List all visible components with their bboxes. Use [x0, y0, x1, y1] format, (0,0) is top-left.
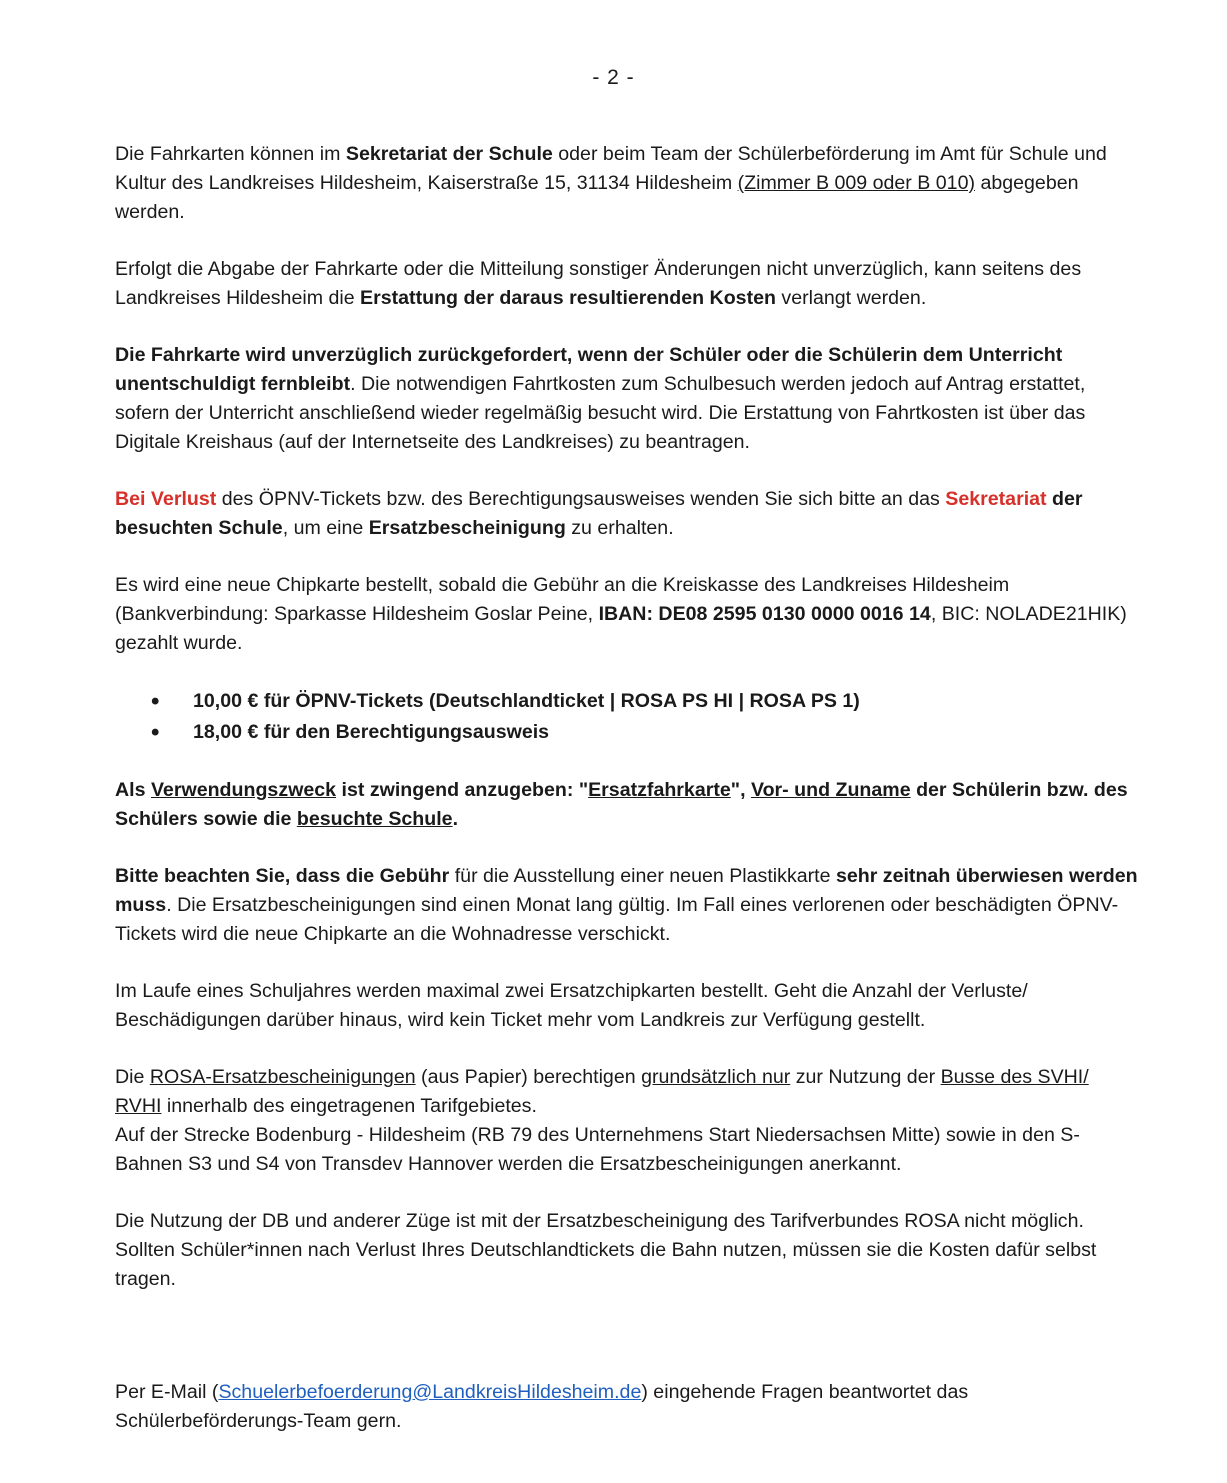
iban: IBAN: DE08 2595 0130 0000 0016 14 — [598, 603, 931, 625]
paragraph-db-usage: Die Nutzung der DB und anderer Züge ist mit der Ersatzbescheinigung des Tarifverbundes ROSA nicht möglich. Sollten Schüler*innen nach Verlust Ihres Deutschlandtickets die Bahn nutzen, müssen sie die Kosten dafür selbst tragen. — [115, 1210, 1097, 1290]
paragraph-new-chipcard: Es wird eine neue Chipkarte bestellt, sobald die Gebühr an die Kreiskasse des Landkreises Hildesheim (Bankverbindung: Sparkasse Hildesheim Goslar Peine, IBAN: DE08 2595 0130 0000 0016 14, BIC: NOLADE21HIK) gezahlt wurde. — [115, 574, 1127, 654]
document-body — [115, 140, 1140, 1464]
paragraph-absence: Die Fahrkarte wird unverzüglich zurückgefordert, wenn der Schüler oder die Schülerin dem Unterricht unentschuldigt fernbleibt. Die notwendigen Fahrtkosten zum Schulbesuch werden jedoch auf Antrag erstattet, sofern der Unterricht anschließend wieder regelmäßig besucht wird. Die Erstattung von Fahrtkosten ist über das Digitale Kreishaus (auf der Internetseite des Landkreises) zu beantragen. — [115, 344, 1086, 453]
paragraph-max-replacements: Im Laufe eines Schuljahres werden maximal zwei Ersatzchipkarten bestellt. Geht die Anzahl der Verluste/ Beschädigungen darüber hinaus, wird kein Ticket mehr vom Landkreis zur Verfügung gestellt. — [115, 980, 1028, 1031]
paragraph-ticket-return: Die Fahrkarten können im Sekretariat der Schule oder beim Team der Schülerbeförderung im Amt für Schule und Kultur des Landkreises Hildesheim, Kaiserstraße 15, 31134 Hildesheim (Zimmer B 009 oder B 010) abgegeben werden. — [115, 143, 1107, 223]
loss-highlight: Bei Verlust — [115, 488, 217, 510]
page-number: - 2 - — [592, 66, 635, 89]
office-emphasis: Sekretariat der Schule — [345, 143, 553, 165]
paragraph-rosa-validity: Die ROSA-Ersatzbescheinigungen (aus Papier) berechtigen grundsätzlich nur zur Nutzung der Busse des SVHI/ RVHI innerhalb des eingetragenen Tarifgebietes. — [115, 1066, 1089, 1117]
fee-item: • 10,00 € für ÖPNV-Tickets (Deutschlandticket | ROSA PS HI | ROSA PS 1) — [115, 686, 1140, 717]
spacer — [115, 1322, 1140, 1378]
paragraph-loss: Bei Verlust des ÖPNV-Tickets bzw. des Berechtigungsausweises wenden Sie sich bitte an das Sekretariat der besuchten Schule, um eine Ersatzbescheinigung zu erhalten. — [115, 488, 1083, 539]
fee-list — [115, 686, 1140, 748]
paragraph-delay-costs: Erfolgt die Abgabe der Fahrkarte oder die Mitteilung sonstiger Änderungen nicht unverzüglich, kann seitens des Landkreises Hildesheim die Erstattung der daraus resultierenden Kosten verlangt werden. — [115, 258, 1082, 309]
paragraph-fee-notice: Bitte beachten Sie, dass die Gebühr für die Ausstellung einer neuen Plastikkarte sehr zeitnah überwiesen werden muss. Die Ersatzbescheinigungen sind einen Monat lang gültig. Im Fall eines verlorenen oder beschädigten ÖPNV-Tickets wird die neue Chipkarte an die Wohnadresse verschickt. — [115, 865, 1138, 945]
paragraph-contact: Per E-Mail (Schuelerbefoerderung@LandkreisHildesheim.de) eingehende Fragen beantwortet das Schülerbeförderungs-Team gern. — [115, 1381, 969, 1432]
room-number: (Zimmer B 009 oder B 010) — [737, 172, 975, 194]
fee-item: • 18,00 € für den Berechtigungsausweis — [115, 717, 1140, 748]
paragraph-payment-reference: Als Verwendungszweck ist zwingend anzugeben: "Ersatzfahrkarte", Vor- und Zuname der Schülerin bzw. des Schülers sowie die besuchte Schule. — [115, 779, 1128, 830]
email-link[interactable]: Schuelerbefoerderung@LandkreisHildesheim.de — [218, 1381, 642, 1403]
paragraph-rail-recognition: Auf der Strecke Bodenburg - Hildesheim (RB 79 des Unternehmens Start Niedersachsen Mitte) sowie in den S-Bahnen S3 und S4 von Transdev Hannover werden die Ersatzbescheinigungen anerkannt. — [115, 1124, 1080, 1175]
